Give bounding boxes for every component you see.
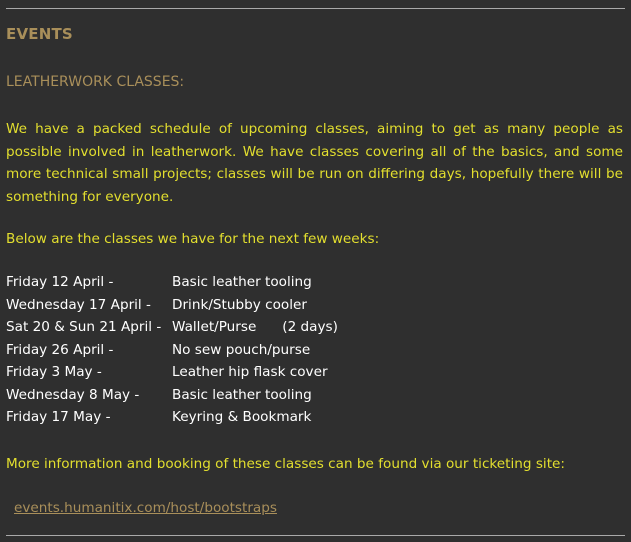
class-schedule	[6, 274, 406, 432]
schedule-date: Sat 20 & Sun 21 April -	[6, 319, 162, 335]
schedule-class: No sew pouch/purse	[172, 341, 311, 358]
ticketing-link[interactable]: events.humanitix.com/host/bootstraps	[14, 500, 277, 516]
schedule-class: Drink/Stubby cooler	[172, 296, 307, 313]
schedule-row	[6, 342, 406, 365]
schedule-row	[6, 364, 406, 387]
schedule-class: Leather hip flask cover	[172, 364, 328, 380]
more-info-text: More information and booking of these classes can be found via our ticketing site:	[6, 456, 565, 472]
schedule-class: Basic leather tooling	[172, 274, 312, 290]
schedule-class: Wallet/Purse (2 days)	[172, 319, 338, 335]
schedule-class: Keyring & Bookmark	[172, 409, 312, 425]
schedule-date: Friday 12 April -	[6, 274, 114, 290]
schedule-date: Wednesday 17 April -	[6, 296, 151, 313]
schedule-row	[6, 297, 406, 320]
page-title: EVENTS	[6, 25, 73, 43]
intro-paragraph: We have a packed schedule of upcoming classes, aiming to get as many people as possible involved in leatherwork. We have classes covering all of the basics, and some more technical small projects; classes will be run on differing days, hopefully there will be something for everyone.	[6, 121, 623, 205]
schedule-date: Friday 17 May -	[6, 409, 111, 425]
schedule-date: Friday 3 May -	[6, 364, 102, 380]
schedule-class: Basic leather tooling	[172, 386, 312, 403]
schedule-row	[6, 387, 406, 410]
schedule-row	[6, 274, 406, 297]
schedule-intro-text: Below are the classes we have for the next few weeks:	[6, 231, 380, 247]
bottom-divider	[6, 535, 625, 536]
section-title: LEATHERWORK CLASSES:	[6, 74, 185, 90]
schedule-row	[6, 319, 406, 342]
schedule-date: Friday 26 April -	[6, 341, 114, 358]
schedule-date: Wednesday 8 May -	[6, 386, 140, 403]
schedule-row	[6, 409, 406, 432]
top-divider	[6, 8, 625, 9]
